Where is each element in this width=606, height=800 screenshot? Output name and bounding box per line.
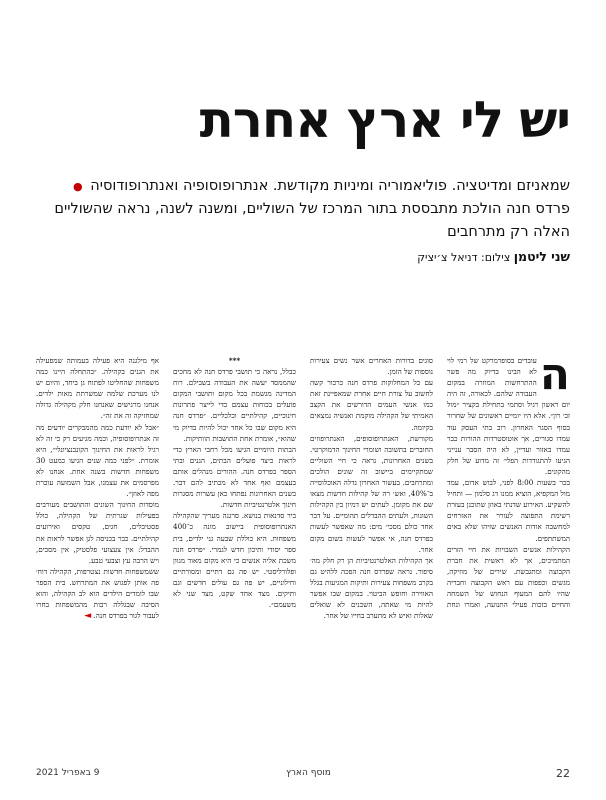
drop-cap: ה: [539, 355, 570, 400]
article-body: [36, 355, 570, 755]
page-footer: [36, 767, 570, 783]
body-paragraph: ששמשפחות חדשות נצטרפות, הקהילה דוח׳ פה אותן לפגוש את המתרחש. בית הספר שבו לומדים הילדים הוא לב הקהילה, והוא הסיבה שבגללה רבות מהמשפחות בחרו לעבור לגור בפרדס חנה. ◄: [36, 566, 159, 622]
body-paragraph: הקהילות אנשים השבויות את חיי הזרים המתמיכים, אך לא ראשית את חברת הקבוצה ומתגבשת. שירים של מוזיקה, מגשים וכפפות עם ראש הקבוצה וחבריה שהיו להם המעוף הנחוש של השמחה והחיים בזכות פעילי התנועה, ואמרו ונחת סוגים בדורות האחרים אשר נשים צעירות נוספות של הזמן.: [310, 356, 570, 610]
page-number: 22: [556, 767, 570, 780]
body-paragraph: ה עובדים בסופרמרקט של רמי לוי לא הבינו בדיוק מה פשר ההתרחשות המוזרה במקום העבודה שלהם. לכאורה, זה היה יום ראשון רגיל וסתמי בתחילת בקציר ״מול זכ׳ רון״. אלא היו יומיים ראשונים של שחרור בסוף הסגר האחרון. רוב בתי העסק עוד עמדו סגורים, אך אוטוסטרדות ההורות כבר עמדו באזור ועדיין, לא היה הסבר ענייני הגיעו להתגודדות הפלי׳ זה מדוע של חלק מהקונים.: [447, 355, 570, 476]
lead-text-part1: שמאניזם ומדיטציה. פוליאמוריה ומיניות מקודשת. אנתרופוסופיה ואנתרופודוסיה: [90, 178, 570, 194]
bullet-dot-icon: ●: [73, 180, 83, 193]
body-paragraph: אף מילגנה היא פעילה בעמותה שמפעילה את הגנים בקהילה. ״בהתחלה היינו כמה משפחות שהחליטו לפתוח גן ביחד, והיום יש לנו מערכת שלמה שמשרתת מאות ילדים. אנחנו מרגישים שאנחנו חלק מקהילה גדולה שמחזיקה זה את זה״.: [36, 356, 159, 421]
article-lead: [34, 175, 570, 244]
body-paragraph: ״אבל לא יודעת כמה מהמבקרים יודעים מה זה אנתרופוסופיה, וכמה מגיעים רק כי זה לא רגיל לראות את החינוך הקונבנציונלי״, היא אומרת. ״לפני כמה שנים הגיעו כמעט 30 משפחות חדשות בשנה אחת. אנחנו לא מפרסמים את עצמנו, אבל השמועה עוברת מפה לאוזן״.: [36, 422, 159, 499]
body-paragraph: כבלל, נראה כי תושבי פרדס חנה לא מחכים שהממסד יעשה את העבודה בשבילם. רוח המדינה מגשמת בכל מקום ותושבי המקום פועלים בכוחות עצמם כדי לייצר פתרונות חינוכיים, קהילתיים וכלכליים. ״פרדס חנה היא מקום שבו כל אחד יכול להיות בדיוק מי שהוא״, אומרת אחת התושבות הוותיקות.: [173, 367, 296, 443]
body-paragraph: מקורשת, האנתרופוסופים, האנתרופוזים החוברים בתשובה ושומרי החינוך הדמוקרטי. בשנים האחרונות, נראה כי חיי השוליים שמתקיימים ביישוב זה שונים הולכים ומתרחבים. בעשור האחרון גדלה האוכלוסייה ב־40%, ואש׳ רה של קהילות חדשות מצאו שם את מקומן. לעתים יש דמיון בין הקהילות השונות, ולעתים ההבדלים תהומיים. על דבר אחד כולם מסכי׳ מים: מה שאפשר לעשות בפרדס חנה, אי אפשר לעשות בשום מקום אחר.: [310, 433, 433, 554]
body-paragraph: עם כל המחלוקות פרדס חנה כרכור קשה לחשוב על צורת חיים אחרת שמאפיינת זאת כמו אנשי העמים הדורשים את הקצב האמיתי של הקהילה מוקמת ואנשיה נמצאים בקיומה.: [310, 378, 433, 432]
photo-credit: צילום: דניאל צ׳יציק: [417, 251, 511, 264]
byline: [417, 249, 570, 264]
author-name: שני ליטמן: [513, 249, 570, 264]
body-paragraph: הבתות היומיים הגיעו מכל רחבי הארץ כדי לראות כיצד פועלים הבתים, הגנים ובתי הספר בפרדס חנה. ההורים מנהלים אותם בעצמם ואף אחד לא מכתיב להם דבר. בשנים האחרונות נפתחו כאן עשרות מסגרות חינוך אלטרנטיביות חדשות.: [173, 444, 296, 510]
body-paragraph: בכר בשעות 8:00 לפני, לבוש אדום, עמד מול המקפיא, הוציא ממנו דג סלמון — ותחיל להשקיע. האירוע שדנתי באוזן שתוכנן בעזרת רשימת התפוצה לעורר את האזרחים למחשבה אודות האנשים שזיהו שלא באים המשתתפים.: [447, 478, 570, 543]
issue-date: 9 באפריל 2021: [36, 768, 100, 778]
body-paragraph: אך הקהילות האלטרנטיביות הן רק חלק מה׳ סיפור. נראה שפרדס חנה הפכה ללהיט גם בקרב משפחות צעירות ותיקות המגיעות בגלל האווירה וחופש הביטוי. במקום שבו אפשר להיות מי שאתה, השכנים לא שואלים שאלות ואיש לא מתערב בחייו של אחר.: [310, 555, 433, 621]
continue-arrow-icon: ◄: [84, 611, 92, 622]
lead-text-part2: פרדס חנה הולכת מתבססת בתור המרכז של השוליים, ומשנה לשנה, נראה שהשוליים האלה רק מתרחבים: [54, 201, 570, 240]
article-title: יש לי ארץ אחרת: [199, 91, 570, 149]
section-break: ***: [228, 356, 241, 365]
body-paragraph: מוסדות החינוך השונים והתושבים מעורבים בפעילות שגרתית של הקהילה, כולל פסטיבלים, חגים, טקסים ואירועים קהילתיים. כבר בכניסה לגן אפשר לראות את ההבדל: אין צעצועי פלסטיק, אין מסכים, ויש הרבה עץ וצבעי טבע.: [36, 500, 159, 565]
body-paragraph: ביר סדנאות בנושא. סרגנה מעריך שהקהילה האנתרופוסופית ביישוב מונה כ־400 משפחות. היא כוללת שבעה גני ילדים, בית ספר יסודי ותיכון חדש לגמרי. ״פרדס חנה משכת אליה אנשים כי היא מקום מאוד מגוון ופלורליסטי. יש פה גם דתיים ומסורתיים וחילוניים, יש פה גם עולים חדשים וגם ותיקים. מצד אחד שקט, מצד שני לא משעמם״.: [173, 511, 296, 610]
section-name: מוסף הארץ: [286, 768, 331, 778]
